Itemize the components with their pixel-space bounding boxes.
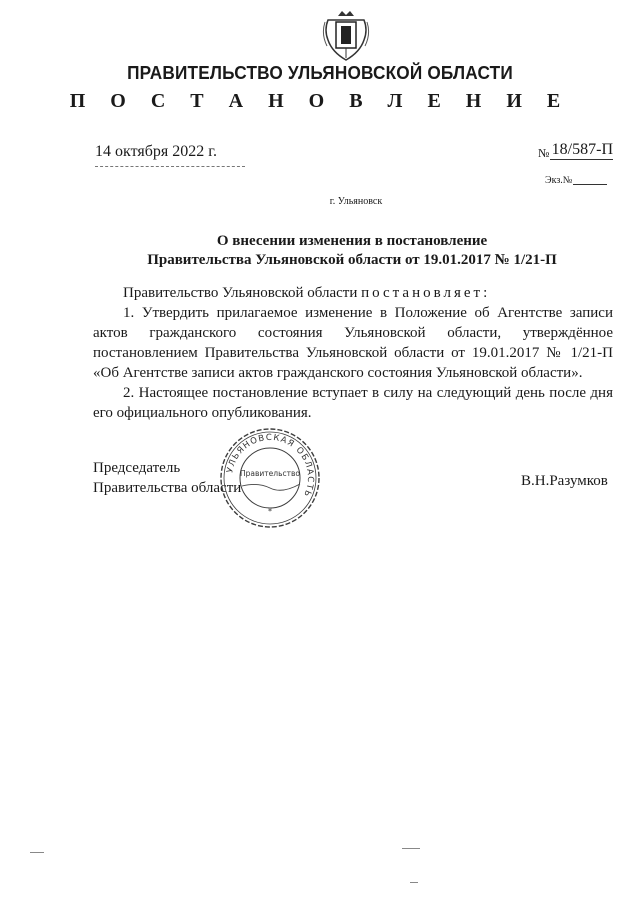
- copy-number-label: Экз.№: [545, 175, 573, 186]
- svg-text:УЛЬЯНОВСКАЯ ОБЛАСТЬ: УЛЬЯНОВСКАЯ ОБЛАСТЬ: [225, 432, 316, 499]
- intro-verb: постановляет:: [361, 285, 491, 301]
- copy-number-line: [573, 184, 607, 185]
- item-1-paragraph: 1. Утвердить прилагаемое изменение в Положение об Агентстве записи актов гражданского состояния Ульяновской области, утверждённое постановлением Правительства Ульяновской области от 19.01.2017 № 1/21-П «Об Агентстве записи актов гражданского состояния Ульяновской области».: [93, 305, 613, 381]
- city-label: г. Ульяновск: [329, 196, 383, 207]
- item-2-paragraph: 2. Настоящее постановление вступает в силу на следующий день после дня его официального опубликования.: [93, 385, 613, 421]
- date-underline: [95, 166, 245, 167]
- document-type-title: П О С Т А Н О В Л Е Н И Е: [69, 90, 571, 112]
- document-subject: [0, 232, 640, 270]
- scan-artifact: [30, 852, 44, 853]
- number-sign: №: [538, 146, 550, 160]
- document-number: 18/587-П: [551, 141, 613, 158]
- subject-line-2: Правительства Ульяновской области от 19.01.2017 № 1/21-П: [147, 252, 557, 268]
- signer-position-line-2: Правительства области: [93, 480, 242, 496]
- subject-line-1: О внесении изменения в постановление: [216, 233, 488, 249]
- scan-artifact: [410, 882, 418, 883]
- organization-title: ПРАВИТЕЛЬСТВО УЛЬЯНОВСКОЙ ОБЛАСТИ: [127, 62, 513, 83]
- intro-prefix: Правительство Ульяновской области: [123, 285, 358, 301]
- scan-artifact: [402, 848, 420, 849]
- coat-of-arms-icon: [322, 8, 370, 64]
- svg-text:Правительство: Правительство: [240, 469, 300, 478]
- document-body: [93, 283, 613, 423]
- document-date: 14 октября 2022 г.: [95, 143, 217, 160]
- official-seal-stamp: [218, 426, 322, 530]
- signer-position-line-1: Председатель: [93, 460, 181, 476]
- intro-paragraph: [93, 283, 613, 303]
- signer-name: В.Н.Разумков: [521, 473, 608, 489]
- svg-text:*: *: [268, 507, 272, 516]
